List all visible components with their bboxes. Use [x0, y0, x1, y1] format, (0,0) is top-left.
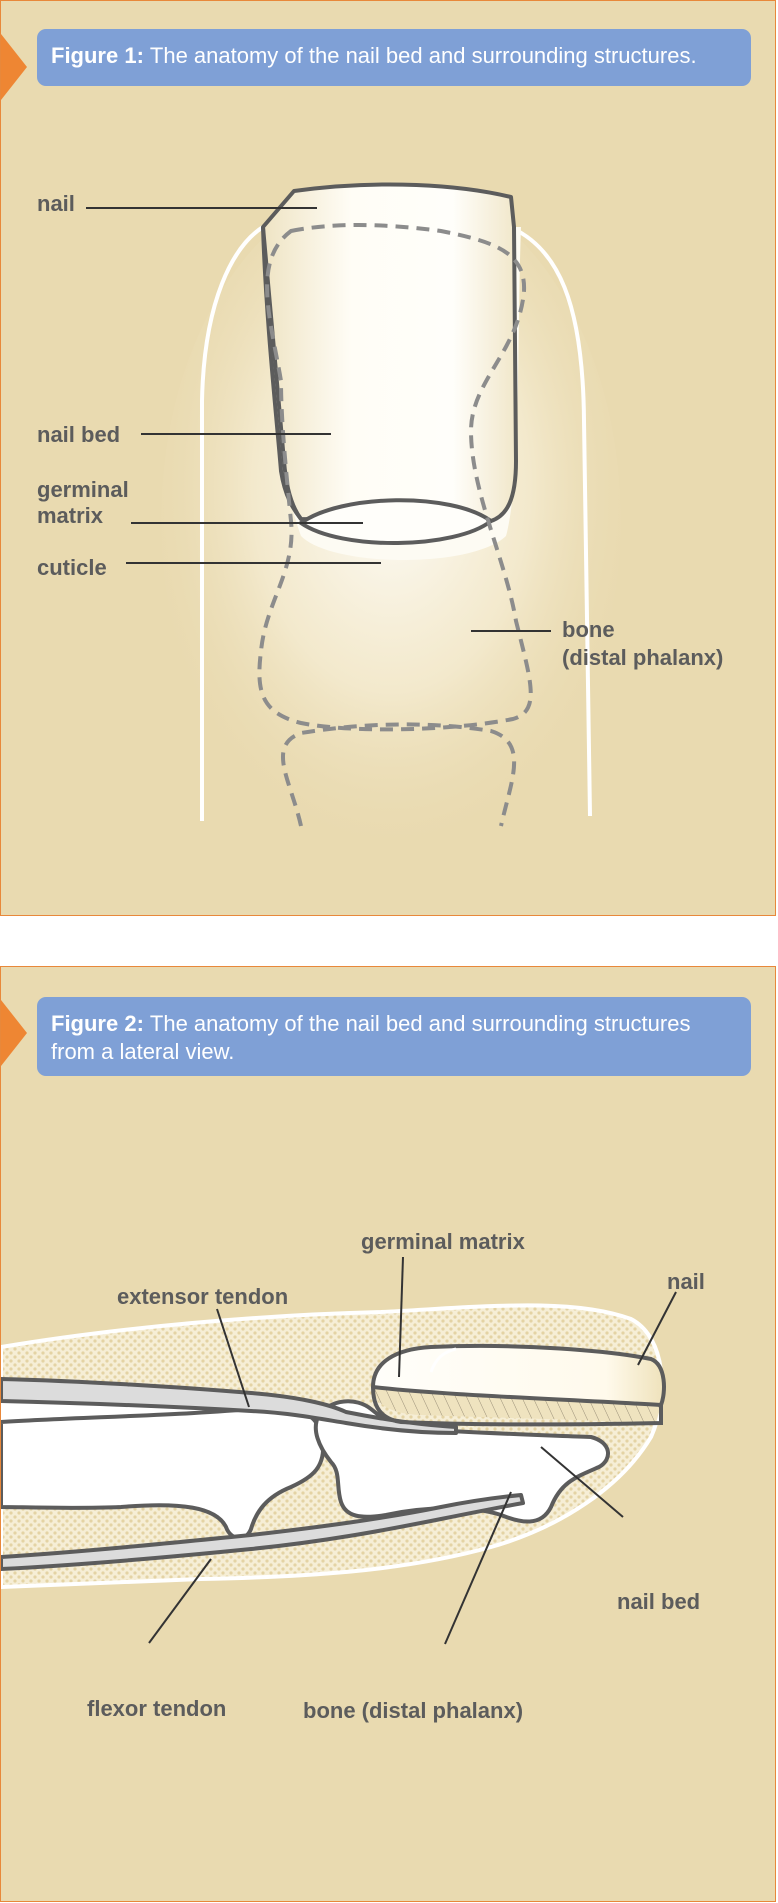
nail-plate	[263, 184, 516, 521]
label-flexor-tendon: flexor tendon	[87, 1696, 227, 1721]
figure-1-caption-label: Figure 1:	[51, 43, 144, 68]
label-nail-bed: nail bed	[617, 1589, 701, 1614]
label-germinal-matrix: germinal matrix	[361, 1229, 525, 1254]
figure-1-caption-text: The anatomy of the nail bed and surrounding structures.	[149, 43, 697, 68]
label-germinal-line2: matrix	[37, 503, 104, 528]
label-bone-line2: (distal phalanx)	[562, 645, 724, 670]
label-germinal-line1: germinal	[37, 477, 129, 502]
label-nail-bed: nail bed	[37, 422, 121, 447]
figure-2-panel	[0, 966, 776, 1902]
figure-1-panel	[0, 0, 776, 916]
figure-2-caption-label: Figure 2:	[51, 1011, 144, 1036]
label-extensor-tendon: extensor tendon	[117, 1284, 289, 1309]
label-nail: nail	[667, 1269, 705, 1294]
label-bone-line1: bone	[562, 617, 615, 642]
figure-2-caption-text: The anatomy of the nail bed and surrounding structures from a lateral view.	[51, 1011, 691, 1064]
label-cuticle: cuticle	[37, 555, 107, 580]
figure-1-diagram	[1, 1, 776, 916]
label-nail: nail	[37, 191, 75, 216]
label-bone-distal-phalanx: bone (distal phalanx)	[303, 1698, 524, 1723]
figure-2-diagram	[1, 967, 776, 1902]
